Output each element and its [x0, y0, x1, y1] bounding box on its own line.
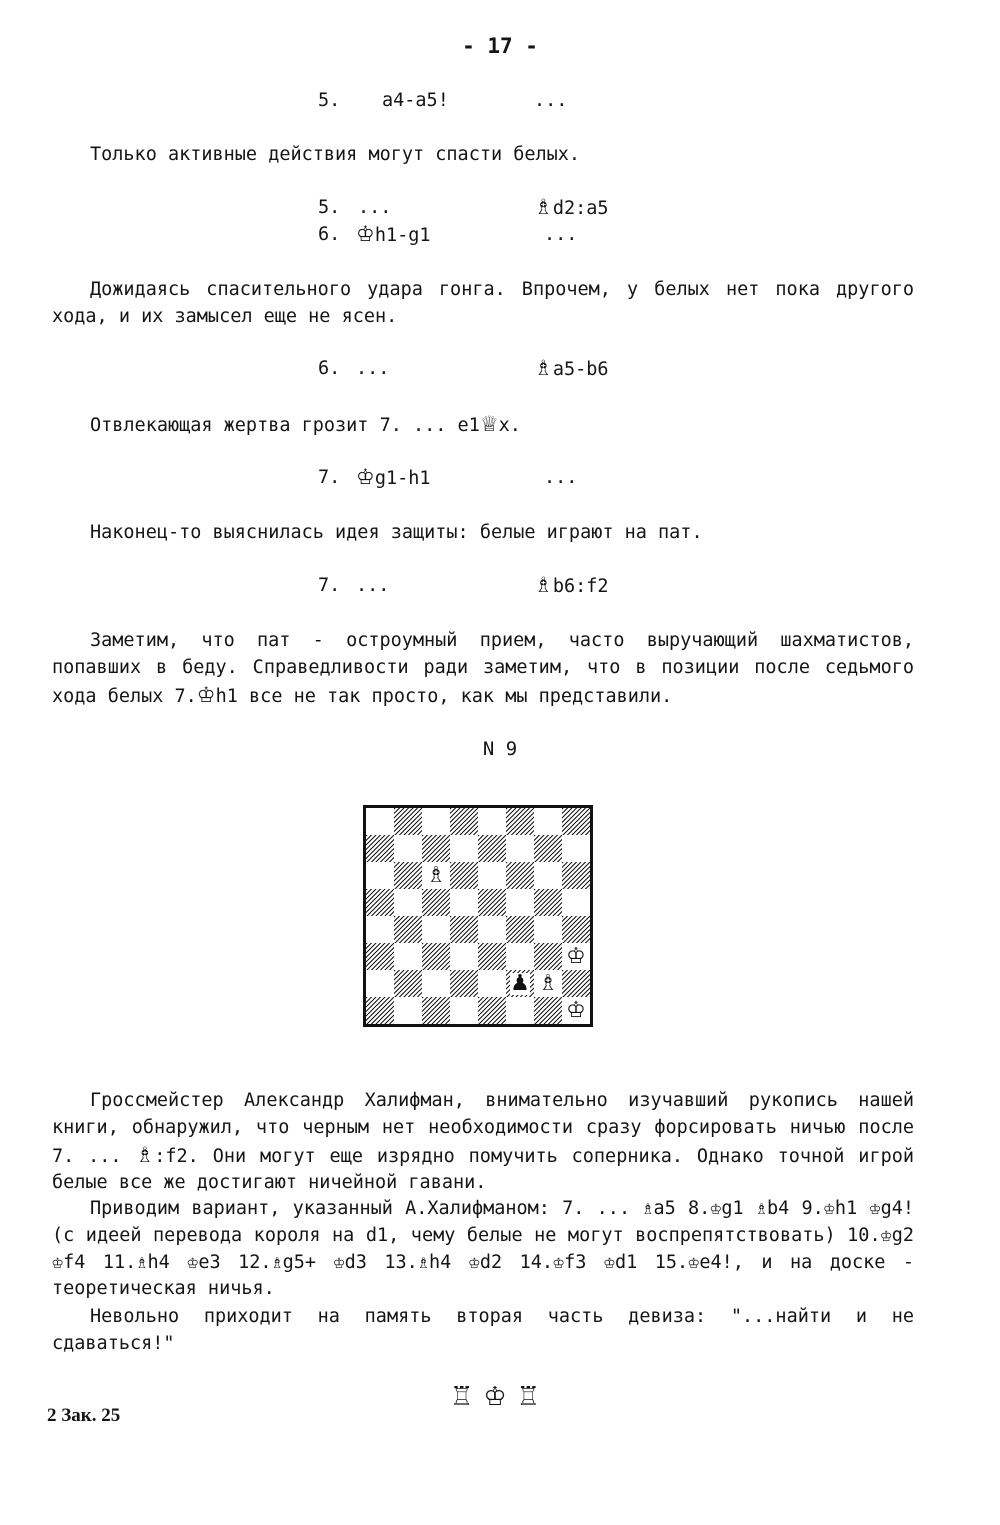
king-icon: ♔ — [566, 943, 586, 969]
board-square — [506, 889, 534, 916]
move-num: 7. — [318, 575, 341, 596]
board-square — [562, 862, 590, 889]
board-square — [478, 997, 506, 1024]
board-square — [534, 835, 562, 862]
board-square — [450, 862, 478, 889]
board-square — [534, 916, 562, 943]
board-square — [450, 916, 478, 943]
board-square — [562, 970, 590, 997]
queen-icon: ♕ — [479, 412, 499, 436]
board-square — [450, 970, 478, 997]
board-square — [534, 862, 562, 889]
move-white: ... — [358, 197, 392, 218]
board-square — [394, 862, 422, 889]
board-square — [366, 970, 394, 997]
board-square — [394, 916, 422, 943]
move-black-text: a5-b6 — [552, 359, 609, 380]
board-square — [394, 943, 422, 970]
board-square — [478, 970, 506, 997]
paragraph — [52, 628, 914, 710]
board-square — [450, 943, 478, 970]
move-black: ... — [544, 224, 578, 245]
board-square — [450, 889, 478, 916]
move-black-text: d2:a5 — [552, 198, 609, 219]
move-white: ... — [356, 358, 390, 379]
move-num: 7. — [318, 467, 341, 488]
board-square — [506, 943, 534, 970]
board-square — [506, 916, 534, 943]
board-square — [506, 970, 534, 997]
board-square — [366, 916, 394, 943]
diagram-title: N 9 — [482, 738, 518, 760]
board-square — [478, 943, 506, 970]
paragraph: Наконец-то выяснилась идея защиты: белые играют на пат. — [90, 522, 703, 543]
board-square — [450, 835, 478, 862]
board-square — [478, 835, 506, 862]
paragraph-text: h1 все не так просто, как мы представили. — [215, 685, 673, 707]
move-white: a4-a5! — [382, 90, 449, 111]
move-black — [534, 356, 609, 380]
king-icon: ♔ — [566, 997, 586, 1023]
move-num: 6. — [318, 358, 341, 379]
paragraph: Невольно приходит на память вторая часть девиза: "...найти и не сдаваться!" — [52, 1306, 914, 1354]
board-square — [366, 862, 394, 889]
king-icon: ♔ — [356, 222, 375, 246]
board-square — [450, 997, 478, 1024]
page-number: - 17 - — [462, 34, 538, 58]
board-square — [422, 970, 450, 997]
board-square — [366, 835, 394, 862]
bishop-icon: ♗ — [135, 1142, 155, 1167]
paragraph-text: Заметим, что пат - остроумный прием, часто выручающий шахматистов, попавших в беду. Справедливости ради заметим, что в позиции после седьмого хода белых 7. — [52, 630, 914, 707]
board-square — [562, 889, 590, 916]
board-square — [506, 997, 534, 1024]
board-square — [422, 997, 450, 1024]
board-square — [478, 916, 506, 943]
king-icon: ♔ — [356, 465, 375, 489]
board-square — [450, 808, 478, 835]
board-square — [506, 862, 534, 889]
move-white-text: g1-h1 — [374, 468, 431, 489]
move-num: 6. — [318, 224, 341, 245]
move-white: ... — [356, 575, 390, 596]
board-square — [562, 808, 590, 835]
board-square — [394, 970, 422, 997]
board-square — [562, 916, 590, 943]
board-square — [422, 808, 450, 835]
paragraph-text: x. — [498, 415, 521, 436]
chess-diagram — [363, 805, 593, 1027]
board-square — [366, 943, 394, 970]
paragraph: Дожидаясь спасительного удара гонга. Впрочем, у белых нет пока другого хода, и их замысел еще не ясен. — [52, 279, 914, 327]
board-square — [534, 997, 562, 1024]
board-square — [478, 889, 506, 916]
board-square — [394, 808, 422, 835]
board-square — [422, 862, 450, 889]
board-square — [366, 997, 394, 1024]
board-square — [506, 808, 534, 835]
move-white — [356, 222, 431, 246]
board-square — [534, 943, 562, 970]
board-square — [422, 916, 450, 943]
move-white — [356, 465, 431, 489]
board-square — [562, 943, 590, 970]
paragraph-text: Гроссмейстер Александр Халифман, внимательно изучавший рукопись нашей книги, обнаружил, что черным нет необходимости сразу форсировать ничью после 7. ... — [52, 1090, 914, 1167]
pawn-icon: ♟ — [510, 970, 530, 996]
board-square — [506, 835, 534, 862]
board-square — [534, 808, 562, 835]
move-num: 5. — [318, 197, 341, 218]
paragraph — [52, 411, 914, 440]
board-square — [366, 808, 394, 835]
bishop-icon: ♗ — [426, 862, 446, 888]
move-black: ... — [534, 90, 568, 111]
board-square — [478, 808, 506, 835]
paragraph: Только активные действия могут спасти белых. — [90, 144, 581, 165]
paragraph — [52, 1088, 914, 1197]
board-square — [422, 889, 450, 916]
bishop-icon: ♗ — [534, 573, 553, 597]
board-square — [534, 970, 562, 997]
bishop-icon: ♗ — [538, 970, 558, 996]
board-square — [534, 889, 562, 916]
move-black: ... — [544, 467, 578, 488]
move-white-text: h1-g1 — [374, 225, 431, 246]
bishop-icon: ♗ — [534, 195, 553, 219]
board-square — [562, 997, 590, 1024]
paragraph-text: :f2. Они могут еще изрядно помучить соперника. Однако точной игрой белые все же достигают ничейной гавани. — [52, 1145, 914, 1194]
move-num: 5. — [318, 90, 341, 111]
ornament-icon: ♖♔♖ — [450, 1382, 550, 1412]
paragraph: Приводим вариант, указанный А.Халифманом: 7. ... ♗a5 8.♔g1 ♗b4 9.♔h1 ♔g4! (с идеей перевода короля на d1, чему белые не могут воспрепятствовать) 10.♔g2 ♔f4 11.♗h4 ♔e3 12.♗g5+ ♔d3 13.♗h4 ♔d2 14.♔f3 ♔d1 15.♔e4!, и на доске - теоретическая ничья. — [52, 1198, 914, 1300]
king-icon: ♔ — [196, 682, 216, 707]
board-square — [394, 997, 422, 1024]
board-square — [562, 835, 590, 862]
move-black-text: b6:f2 — [552, 576, 609, 597]
paragraph-text: Отвлекающая жертва грозит 7. ... e1 — [90, 415, 480, 436]
bishop-icon: ♗ — [534, 356, 553, 380]
board-square — [422, 835, 450, 862]
board-square — [394, 835, 422, 862]
move-black — [534, 573, 609, 597]
move-black — [534, 195, 609, 219]
board-square — [478, 862, 506, 889]
board-square — [366, 889, 394, 916]
board-square — [422, 943, 450, 970]
printer-mark: 2 Зак. 25 — [47, 1405, 121, 1426]
board-square — [394, 889, 422, 916]
